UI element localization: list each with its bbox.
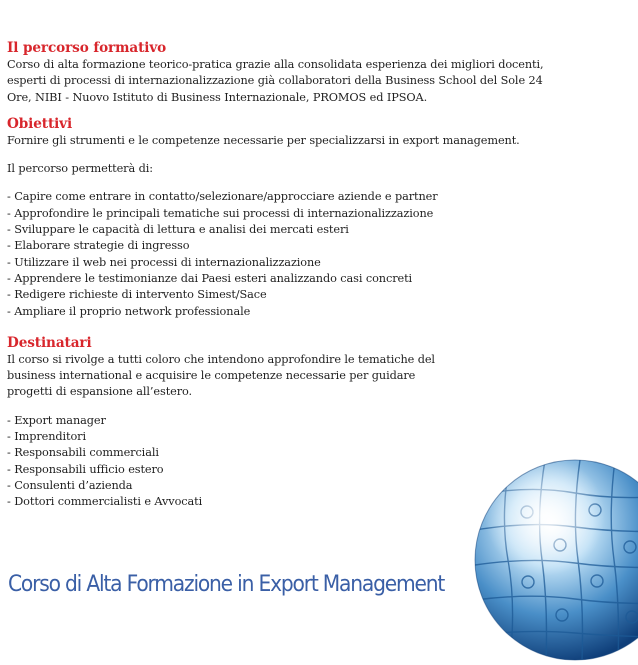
percorso-line: Ore, NIBI - Nuovo Istituto di Business Internazionale, PROMOS ed IPSOA.: [7, 90, 428, 104]
list-item: - Utilizzare il web nei processi di internazionalizzazione: [7, 255, 635, 271]
list-item: - Imprenditori: [7, 429, 635, 445]
brochure-content: [7, 40, 635, 511]
list-item: - Consulenti d’azienda: [7, 478, 635, 494]
list-item: - Dottori commercialisti e Avvocati: [7, 494, 635, 510]
list-item: - Export manager: [7, 413, 635, 429]
obiettivi-lead: Il percorso permetterà di:: [7, 162, 153, 176]
list-item: - Elaborare strategie di ingresso: [7, 238, 635, 254]
list-item: - Responsabili ufficio estero: [7, 462, 635, 478]
percorso-line: Corso di alta formazione teorico-pratica grazie alla consolidata esperienza dei migliori docenti,: [7, 58, 544, 71]
list-item: - Responsabili commerciali: [7, 445, 635, 461]
obiettivi-list: [7, 189, 635, 319]
heading-obiettivi: Obiettivi: [7, 115, 73, 132]
percorso-line: esperti di processi di internazionalizzazione già collaboratori della Business School del Sole 24: [7, 74, 543, 88]
list-item: - Ampliare il proprio network professionale: [7, 304, 635, 320]
destinatari-description: [7, 352, 635, 401]
list-item: - Sviluppare le capacità di lettura e analisi dei mercati esteri: [7, 222, 635, 238]
destinatari-line: business international e acquisire le competenze necessarie per guidare: [7, 369, 416, 383]
heading-destinatari: Destinatari: [7, 334, 92, 351]
footer-course-title: Corso di Alta Formazione in Export Management: [8, 572, 445, 597]
obiettivi-intro: Fornire gli strumenti e le competenze necessarie per specializzarsi in export management.: [7, 133, 520, 147]
heading-percorso-formativo: Il percorso formativo: [7, 40, 167, 56]
list-item: - Approfondire le principali tematiche sui processi di internazionalizzazione: [7, 206, 635, 222]
percorso-description: [7, 57, 635, 106]
destinatari-line: progetti di espansione all’estero.: [7, 385, 193, 399]
list-item: - Redigere richieste di intervento Simest/Sace: [7, 287, 635, 303]
list-item: - Apprendere le testimonianze dai Paesi esteri analizzando casi concreti: [7, 271, 635, 287]
list-item: - Capire come entrare in contatto/selezionare/approcciare aziende e partner: [7, 189, 635, 205]
destinatari-list: [7, 413, 635, 511]
destinatari-line: Il corso si rivolge a tutti coloro che intendono approfondire le tematiche del: [7, 352, 435, 366]
